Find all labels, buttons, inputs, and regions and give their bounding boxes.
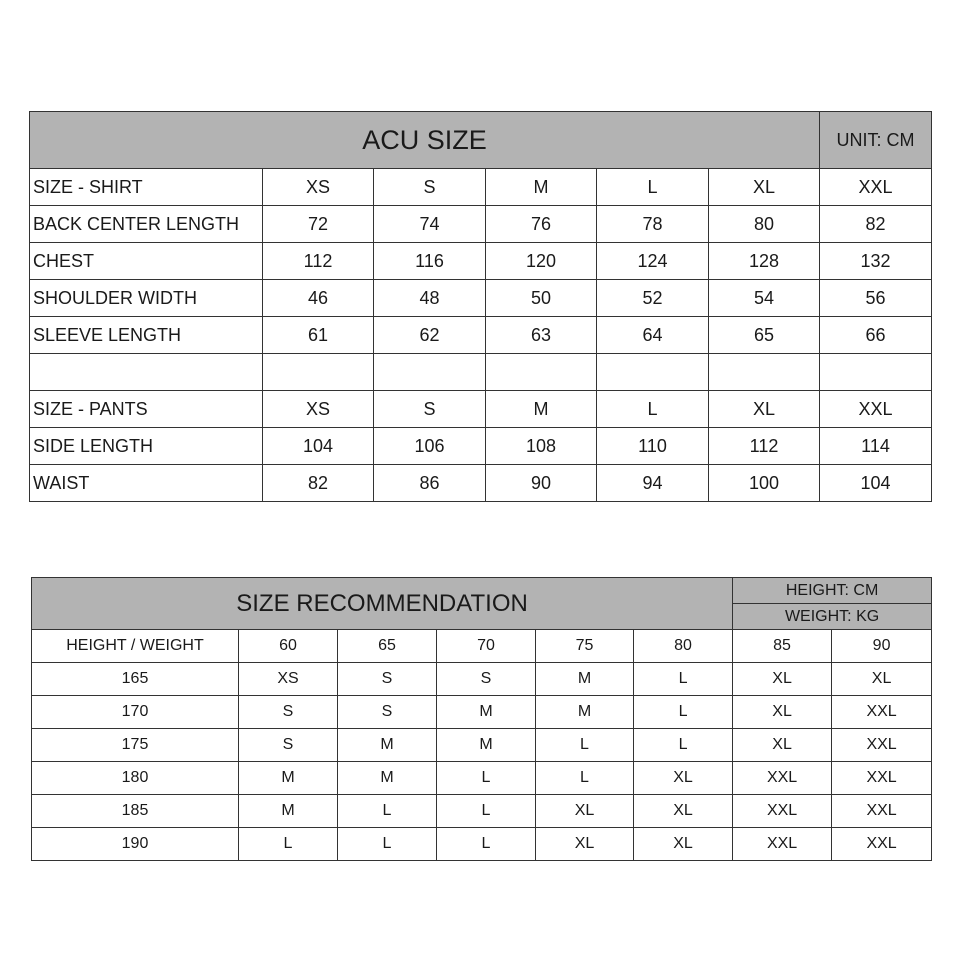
rec-size-cell: M [437, 729, 536, 762]
rec-weight-header: 60 [239, 630, 338, 663]
acu-cell: 108 [486, 428, 597, 465]
acu-cell: M [486, 391, 597, 428]
acu-table-row [30, 206, 932, 243]
acu-table-row [30, 317, 932, 354]
rec-size-cell: XXL [832, 762, 932, 795]
rec-size-cell: XXL [832, 795, 932, 828]
acu-cell: 104 [820, 465, 932, 502]
acu-cell [374, 354, 486, 391]
acu-size-table [29, 111, 932, 502]
acu-cell: 82 [820, 206, 932, 243]
acu-cell: 112 [709, 428, 820, 465]
acu-cell: XL [709, 169, 820, 206]
acu-cell: XXL [820, 169, 932, 206]
acu-row-label: SHOULDER WIDTH [30, 280, 263, 317]
acu-cell: 128 [709, 243, 820, 280]
acu-cell: 65 [709, 317, 820, 354]
acu-title: ACU SIZE [30, 112, 820, 169]
rec-size-cell: M [536, 696, 634, 729]
acu-row-label [30, 354, 263, 391]
acu-row-label: SIZE - SHIRT [30, 169, 263, 206]
acu-cell: 114 [820, 428, 932, 465]
acu-cell: 52 [597, 280, 709, 317]
rec-height-label: 175 [32, 729, 239, 762]
acu-cell: 86 [374, 465, 486, 502]
rec-size-cell: XL [733, 663, 832, 696]
acu-cell: 106 [374, 428, 486, 465]
rec-table-row [32, 729, 932, 762]
rec-size-cell: XL [733, 729, 832, 762]
acu-cell: 54 [709, 280, 820, 317]
rec-height-label: 180 [32, 762, 239, 795]
acu-cell [486, 354, 597, 391]
acu-row-label: BACK CENTER LENGTH [30, 206, 263, 243]
rec-size-cell: L [437, 795, 536, 828]
acu-cell: 72 [263, 206, 374, 243]
rec-size-cell: L [338, 795, 437, 828]
acu-cell: 104 [263, 428, 374, 465]
acu-header-row [30, 112, 932, 169]
rec-size-cell: S [338, 663, 437, 696]
rec-size-cell: S [239, 696, 338, 729]
acu-cell: 120 [486, 243, 597, 280]
acu-table-row [30, 465, 932, 502]
acu-cell: 90 [486, 465, 597, 502]
rec-height-unit: HEIGHT: CM [733, 578, 932, 604]
acu-cell: 124 [597, 243, 709, 280]
rec-weight-header: 85 [733, 630, 832, 663]
rec-size-cell: M [437, 696, 536, 729]
acu-cell: 62 [374, 317, 486, 354]
acu-cell [709, 354, 820, 391]
acu-cell [263, 354, 374, 391]
rec-size-cell: M [239, 795, 338, 828]
acu-table-row [30, 428, 932, 465]
rec-size-cell: S [239, 729, 338, 762]
acu-table-row [30, 391, 932, 428]
rec-size-cell: XXL [733, 795, 832, 828]
rec-size-cell: S [338, 696, 437, 729]
rec-size-cell: L [437, 828, 536, 861]
rec-size-cell: M [338, 729, 437, 762]
rec-weight-header: 80 [634, 630, 733, 663]
rec-weight-header: 75 [536, 630, 634, 663]
acu-cell: S [374, 169, 486, 206]
rec-table-row [32, 762, 932, 795]
rec-size-cell: XL [536, 795, 634, 828]
acu-cell: 56 [820, 280, 932, 317]
acu-cell: L [597, 169, 709, 206]
acu-cell [820, 354, 932, 391]
rec-size-cell: M [239, 762, 338, 795]
rec-table-row [32, 795, 932, 828]
acu-cell: XXL [820, 391, 932, 428]
acu-row-label: SLEEVE LENGTH [30, 317, 263, 354]
rec-size-cell: M [536, 663, 634, 696]
acu-cell: 76 [486, 206, 597, 243]
rec-title: SIZE RECOMMENDATION [32, 578, 733, 630]
rec-height-label: 170 [32, 696, 239, 729]
acu-table-row [30, 354, 932, 391]
acu-cell: 112 [263, 243, 374, 280]
acu-cell: XL [709, 391, 820, 428]
acu-cell: 132 [820, 243, 932, 280]
acu-cell: XS [263, 169, 374, 206]
rec-size-cell: XXL [832, 828, 932, 861]
acu-cell: 80 [709, 206, 820, 243]
acu-table-row [30, 169, 932, 206]
acu-row-label: CHEST [30, 243, 263, 280]
acu-table-row [30, 243, 932, 280]
rec-size-cell: XL [733, 696, 832, 729]
rec-table-row [32, 663, 932, 696]
acu-cell: S [374, 391, 486, 428]
rec-size-cell: XL [634, 795, 733, 828]
rec-size-cell: S [437, 663, 536, 696]
rec-weight-header: 70 [437, 630, 536, 663]
acu-cell: XS [263, 391, 374, 428]
rec-height-label: 185 [32, 795, 239, 828]
rec-size-cell: L [634, 696, 733, 729]
rec-size-cell: XXL [733, 762, 832, 795]
rec-weight-header: 90 [832, 630, 932, 663]
rec-weight-unit: WEIGHT: KG [733, 604, 932, 630]
acu-cell: 110 [597, 428, 709, 465]
acu-cell: 100 [709, 465, 820, 502]
rec-size-cell: L [338, 828, 437, 861]
acu-unit: UNIT: CM [820, 112, 932, 169]
rec-size-cell: XL [634, 762, 733, 795]
rec-table-row [32, 696, 932, 729]
rec-size-cell: XXL [832, 696, 932, 729]
rec-size-cell: L [437, 762, 536, 795]
acu-cell: 94 [597, 465, 709, 502]
acu-cell [597, 354, 709, 391]
rec-size-cell: M [338, 762, 437, 795]
acu-cell: 78 [597, 206, 709, 243]
rec-size-cell: L [239, 828, 338, 861]
acu-row-label: SIDE LENGTH [30, 428, 263, 465]
size-recommendation-table [31, 577, 932, 861]
acu-cell: 116 [374, 243, 486, 280]
acu-cell: 66 [820, 317, 932, 354]
acu-cell: 82 [263, 465, 374, 502]
rec-table-row [32, 828, 932, 861]
rec-height-label: 190 [32, 828, 239, 861]
acu-row-label: SIZE - PANTS [30, 391, 263, 428]
rec-size-cell: L [634, 663, 733, 696]
rec-weight-header-row [32, 630, 932, 663]
acu-cell: L [597, 391, 709, 428]
rec-size-cell: XXL [733, 828, 832, 861]
rec-size-cell: XS [239, 663, 338, 696]
rec-size-cell: XL [832, 663, 932, 696]
acu-cell: 74 [374, 206, 486, 243]
rec-size-cell: XL [634, 828, 733, 861]
rec-size-cell: XL [536, 828, 634, 861]
rec-size-cell: L [536, 762, 634, 795]
rec-header-label: HEIGHT / WEIGHT [32, 630, 239, 663]
rec-header-row [32, 578, 932, 604]
acu-cell: 46 [263, 280, 374, 317]
rec-size-cell: XXL [832, 729, 932, 762]
rec-size-cell: L [536, 729, 634, 762]
acu-cell: 64 [597, 317, 709, 354]
rec-height-label: 165 [32, 663, 239, 696]
rec-weight-header: 65 [338, 630, 437, 663]
acu-table-row [30, 280, 932, 317]
rec-size-cell: L [634, 729, 733, 762]
acu-cell: 48 [374, 280, 486, 317]
acu-row-label: WAIST [30, 465, 263, 502]
acu-cell: 50 [486, 280, 597, 317]
acu-cell: 63 [486, 317, 597, 354]
acu-cell: M [486, 169, 597, 206]
acu-cell: 61 [263, 317, 374, 354]
